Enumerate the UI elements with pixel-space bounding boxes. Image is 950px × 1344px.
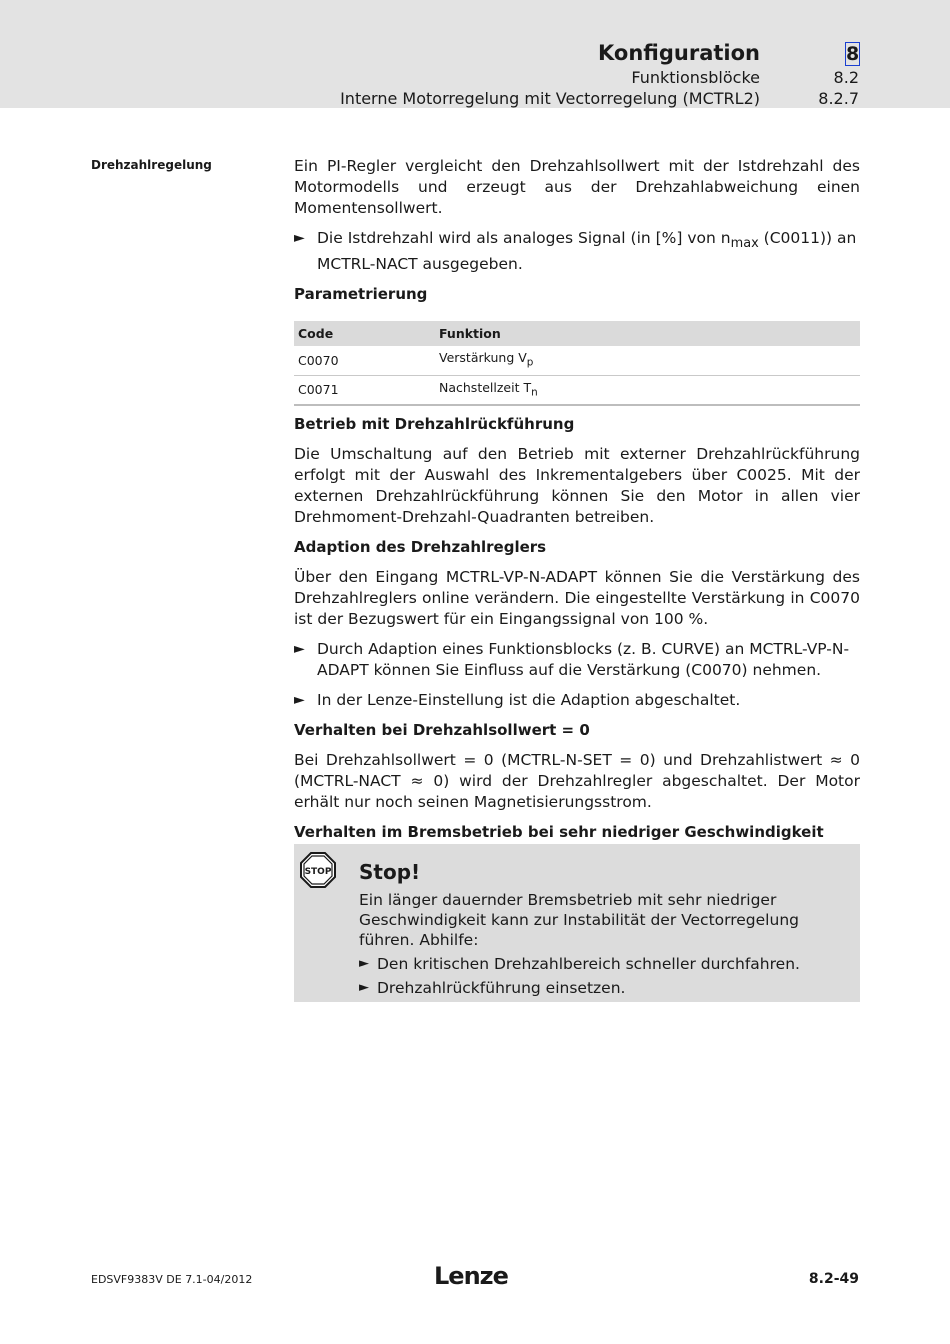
stop-sign-icon — [300, 852, 336, 892]
adaption-bullet-2: ► In der Lenze-Einstellung ist die Adaption abgeschaltet. — [294, 691, 741, 710]
bullet-arrow-icon: ► — [294, 692, 305, 709]
betrieb-heading: Betrieb mit Drehzahlrückführung — [294, 415, 575, 434]
intro-bullet: ► Die Istdrehzahl wird als analoges Signal (in [%] von $n_{max}$ (C0011)) an MCTRL-NACT ausgegeben. — [294, 229, 857, 274]
stop-warning-box — [294, 844, 860, 1002]
svg-text:STOP: STOP — [304, 867, 332, 877]
adaption-heading: Adaption des Drehzahlreglers — [294, 538, 547, 557]
bullet-arrow-icon: ► — [359, 956, 369, 971]
main-content — [294, 156, 860, 852]
bullet-arrow-icon: ► — [294, 230, 305, 246]
side-heading: Drehzahlregelung — [91, 158, 212, 172]
code-cell: C0071 — [294, 375, 435, 405]
table-row — [294, 346, 860, 375]
table-row — [294, 375, 860, 405]
document-id: EDSVF9383V DE 7.1-04/2012 — [91, 1273, 253, 1286]
stop-body — [359, 890, 854, 998]
table-header-row — [294, 321, 860, 346]
chapter-title: Konfiguration — [598, 41, 760, 65]
stop-title: Stop! — [359, 860, 421, 884]
betrieb-paragraph: Die Umschaltung auf den Betrieb mit externer Drehzahlrückführung erfolgt mit der Auswahl des Inkrementalgebers über C0025. Mit der externen Drehzahlrückführung können Sie den Motor in allen vier Drehmoment-Drehzahl-Quadranten betreiben. — [294, 445, 860, 527]
page-number: 8.2-49 — [808, 1271, 859, 1287]
bremsbetrieb-heading: Verhalten im Bremsbetrieb bei sehr niedriger Geschwindigkeit — [294, 823, 824, 842]
page-header — [0, 0, 950, 108]
column-header-code: Code — [294, 321, 435, 346]
intro-paragraph: Ein PI-Regler vergleicht den Drehzahlsollwert mit der Istdrehzahl des Motormodells und erzeugt aus der Drehzahlabweichung einen Momentensollwert. — [294, 157, 860, 217]
adaption-bullet-1: ► Durch Adaption eines Funktionsblocks (z. B. CURVE) an MCTRL-VP-N-ADAPT können Sie Einfluss auf die Verstärkung (C0070) nehmen. — [294, 640, 850, 680]
parameter-table — [294, 321, 860, 406]
bullet-arrow-icon: ► — [294, 641, 305, 658]
funktion-cell: Verstärkung $V_p$ — [435, 346, 860, 375]
lenze-logo: Lenze — [434, 1262, 508, 1290]
section-number: 8.2 — [833, 68, 859, 87]
parametrierung-heading: Parametrierung — [294, 285, 428, 304]
column-header-funktion: Funktion — [435, 321, 860, 346]
code-cell: C0070 — [294, 346, 435, 375]
adaption-paragraph: Über den Eingang MCTRL-VP-N-ADAPT können Sie die Verstärkung des Drehzahlreglers online verändern. Die eingestellte Verstärkung in C0070 ist der Bezugswert für ein Eingangssignal von 100 %. — [294, 568, 860, 629]
bullet-arrow-icon: ► — [359, 980, 369, 995]
section-title: Funktionsblöcke — [631, 68, 760, 87]
stop-bullet-1: ► Den kritischen Drehzahlbereich schneller durchfahren. — [359, 955, 800, 973]
verhalten-paragraph: Bei Drehzahlsollwert = 0 (MCTRL-N-SET = 0) und Drehzahlistwert ≈ 0 (MCTRL-NACT ≈ 0) wird der Drehzahlregler abgeschaltet. Der Motor erhält nur noch seinen Magnetisierungsstrom. — [294, 751, 860, 812]
stop-paragraph: Ein länger dauernder Bremsbetrieb mit sehr niedriger Geschwindigkeit kann zur Instabilität der Vectorregelung führen. Abhilfe: — [359, 891, 799, 949]
chapter-number: 8 — [846, 43, 860, 65]
subsection-title: Interne Motorregelung mit Vectorregelung (MCTRL2) — [340, 89, 760, 108]
verhalten-heading: Verhalten bei Drehzahlsollwert = 0 — [294, 721, 590, 740]
funktion-cell: Nachstellzeit $T_n$ — [435, 375, 860, 405]
stop-bullet-2: ► Drehzahlrückführung einsetzen. — [359, 979, 626, 997]
subsection-number: 8.2.7 — [818, 89, 859, 108]
